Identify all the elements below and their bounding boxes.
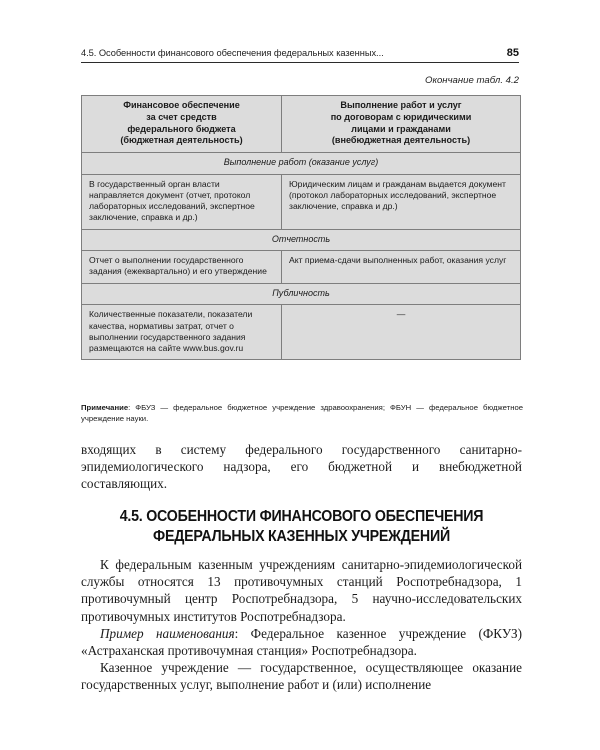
header-line-1: Финансовое обеспечение bbox=[123, 100, 240, 110]
paragraph-1: К федеральным казенным учреждениям санитарно-эпидемиологической службы относятся 13 противочумных станций Роспотребнадзора, 1 противочумный центр Роспотребнадзора, 5 научно-исследовательских противочумных институтов Роспотребнадзора. bbox=[81, 557, 522, 624]
paragraph-3: Казенное учреждение — государственное, осуществляющее оказание государственных услуг, выполнение работ и (или) исполнение bbox=[81, 660, 522, 693]
header-line-3: федерального бюджета bbox=[127, 123, 236, 134]
section-heading-line-2: ФЕДЕРАЛЬНЫХ КАЗЕННЫХ УЧРЕЖДЕНИЙ bbox=[153, 527, 450, 545]
table-continuation-caption: Окончание табл. 4.2 bbox=[424, 75, 519, 86]
comparison-table bbox=[81, 95, 521, 360]
section-title-works: Выполнение работ (оказание услуг) bbox=[82, 153, 521, 175]
header-line-3: лицами и гражданами bbox=[351, 123, 451, 134]
example-label: Пример наименования bbox=[100, 625, 235, 641]
header-line-1: Выполнение работ и услуг bbox=[340, 100, 462, 110]
section-heading bbox=[96, 507, 506, 546]
paragraph-2 bbox=[81, 625, 522, 659]
section-title-row bbox=[82, 229, 521, 251]
table-row bbox=[82, 174, 521, 229]
cell-publicity-left: Количественные показатели, показатели качества, нормативы затрат, отчет о выполнении государственного задания размещаются на сайте www.bus.gov.ru bbox=[82, 305, 282, 360]
header-line-4: (бюджетная деятельность) bbox=[120, 135, 243, 146]
paragraph-after-table: входящих в систему федерального государственного санитарно-эпидемиологического надзора, его бюджетной и внебюджетной составляющих. bbox=[81, 442, 522, 492]
cell-works-right: Юридическим лицам и гражданам выдается документ (протокол лабораторных исследований, экспертное заключение, справка и др.) bbox=[282, 174, 521, 229]
table-row bbox=[82, 305, 521, 360]
section-title-row bbox=[82, 283, 521, 305]
running-head bbox=[81, 47, 519, 63]
section-title-reporting: Отчетность bbox=[82, 229, 521, 251]
example-text: : Федеральное казенное учреждение (ФКУЗ) «Астраханская противочумная станция» Роспотребнадзора. bbox=[81, 625, 522, 659]
table-row bbox=[82, 251, 521, 283]
section-title-publicity: Публичность bbox=[82, 283, 521, 305]
cell-reporting-right: Акт приема-сдачи выполненных работ, оказания услуг bbox=[282, 251, 521, 283]
table-header-cell-budget bbox=[82, 96, 282, 153]
page-number: 85 bbox=[506, 47, 519, 59]
cell-works-left: В государственный орган власти направляется документ (отчет, протокол лабораторных исследований, экспертное заключение, справка и др.) bbox=[82, 174, 282, 229]
section-title-row bbox=[82, 153, 521, 175]
table-header-cell-extrabudget bbox=[282, 96, 521, 153]
table-header-row bbox=[82, 96, 521, 153]
cell-reporting-left: Отчет о выполнении государственного задания (ежеквартально) и его утверждение bbox=[82, 251, 282, 283]
table-note-label: Примечание bbox=[81, 403, 129, 412]
header-line-2: за счет средств bbox=[146, 111, 217, 122]
header-line-2: по договорам с юридическими bbox=[330, 111, 472, 122]
table-note-text: : ФБУЗ — федеральное бюджетное учреждение здравоохранения; ФБУН — федеральное бюджетное учреждение науки. bbox=[81, 403, 523, 423]
section-heading-line-1: 4.5. ОСОБЕННОСТИ ФИНАНСОВОГО ОБЕСПЕЧЕНИЯ bbox=[119, 508, 484, 525]
body-text bbox=[81, 556, 522, 694]
running-head-title: 4.5. Особенности финансового обеспечения федеральных казенных... bbox=[81, 48, 384, 58]
table-4-2-continued bbox=[81, 95, 520, 360]
table-note bbox=[81, 403, 523, 425]
header-line-4: (внебюджетная деятельность) bbox=[331, 135, 471, 146]
cell-publicity-right: — bbox=[282, 305, 521, 360]
